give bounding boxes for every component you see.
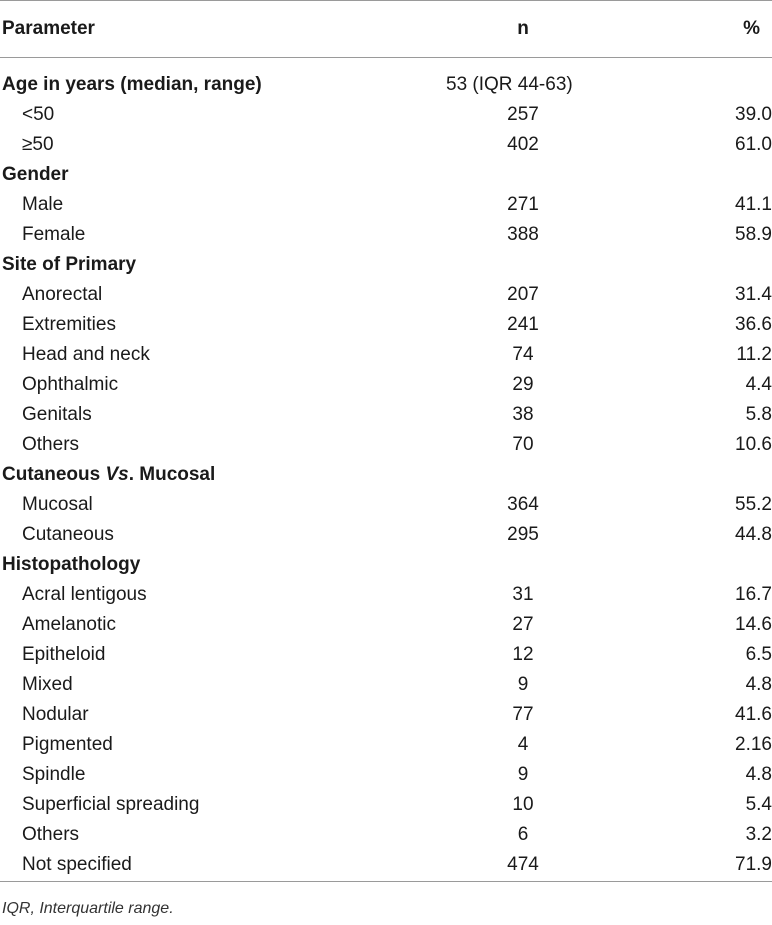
row-pct: 2.16: [735, 733, 772, 755]
row-label: Mucosal: [22, 493, 93, 515]
group-title-cutaneous-vs-mucosal: [0, 460, 772, 490]
row-pct: 61.0: [735, 133, 772, 155]
table-row: [0, 820, 772, 850]
table-row: [0, 700, 772, 730]
row-n: 10: [512, 793, 534, 815]
table-row: [0, 280, 772, 310]
table-row: [0, 190, 772, 220]
group-header-row: [0, 160, 772, 190]
row-pct: 4.8: [745, 763, 772, 785]
row-label: Epitheloid: [22, 643, 106, 665]
table-row: [0, 580, 772, 610]
table-row: [0, 220, 772, 250]
row-label: ≥50: [22, 133, 54, 155]
row-n: 474: [418, 850, 618, 882]
group-title-part: . Mucosal: [128, 463, 216, 485]
table-header-row: [0, 1, 772, 58]
table-footnote: IQR, Interquartile range.: [2, 900, 174, 917]
row-n: 4: [517, 733, 529, 755]
row-n: 77: [512, 703, 534, 725]
group-title-part: Cutaneous: [2, 463, 106, 485]
table-row: [0, 130, 772, 160]
group-header-row: [0, 550, 772, 580]
row-label: Acral lentigous: [22, 583, 147, 605]
row-n: 207: [507, 283, 539, 305]
row-pct: 4.4: [745, 373, 772, 395]
age-row: [0, 58, 772, 100]
group-title-histopathology: Histopathology: [2, 553, 141, 575]
table-row: [0, 790, 772, 820]
table-row: [0, 850, 772, 882]
table-row: [0, 340, 772, 370]
row-n: 12: [512, 643, 534, 665]
row-n: 257: [507, 103, 539, 125]
table-row: [0, 400, 772, 430]
row-label: Amelanotic: [22, 613, 116, 635]
group-header-row: [0, 250, 772, 280]
row-label: Anorectal: [22, 283, 103, 305]
row-pct: 55.2: [735, 493, 772, 515]
row-pct: 31.4: [735, 283, 772, 305]
row-n: 295: [507, 523, 539, 545]
row-pct: 6.5: [745, 643, 772, 665]
row-pct: 5.8: [745, 403, 772, 425]
table-row: [0, 310, 772, 340]
header-parameter: Parameter: [0, 1, 418, 58]
row-pct: 41.1: [735, 193, 772, 215]
row-pct: 16.7: [735, 583, 772, 605]
row-n: 29: [512, 373, 534, 395]
row-pct: 14.6: [735, 613, 772, 635]
row-label: <50: [22, 103, 55, 125]
table-row: [0, 670, 772, 700]
row-label: Nodular: [22, 703, 89, 725]
row-pct: 39.0: [735, 103, 772, 125]
header-n: n: [418, 1, 618, 58]
row-label: Pigmented: [22, 733, 113, 755]
row-pct: 36.6: [735, 313, 772, 335]
group-title-site-of-primary: Site of Primary: [2, 253, 137, 275]
group-title-gender: Gender: [2, 163, 69, 185]
table-row: [0, 520, 772, 550]
row-label: Mixed: [22, 673, 73, 695]
row-label: Cutaneous: [22, 523, 114, 545]
table-row: [0, 610, 772, 640]
table-row: [0, 430, 772, 460]
row-n: 70: [512, 433, 534, 455]
row-n: 9: [517, 763, 529, 785]
row-pct: 41.6: [735, 703, 772, 725]
row-label: Male: [22, 193, 64, 215]
row-label: Superficial spreading: [22, 793, 200, 815]
row-pct: 71.9: [618, 850, 772, 882]
row-label: Extremities: [22, 313, 116, 335]
row-n: 241: [507, 313, 539, 335]
row-label: Others: [22, 823, 80, 845]
table-row: [0, 760, 772, 790]
row-pct: 44.8: [735, 523, 772, 545]
table-row: [0, 490, 772, 520]
row-label: Female: [22, 223, 86, 245]
row-n: 388: [507, 223, 539, 245]
row-label: Not specified: [0, 850, 418, 882]
row-label: Head and neck: [22, 343, 150, 365]
row-pct: 4.8: [745, 673, 772, 695]
row-pct: 11.2: [736, 343, 772, 365]
age-label: Age in years (median, range): [2, 73, 262, 95]
row-n: 38: [512, 403, 534, 425]
group-header-row: [0, 460, 772, 490]
row-pct: 10.6: [735, 433, 772, 455]
row-n: 402: [507, 133, 539, 155]
row-label: Genitals: [22, 403, 92, 425]
row-n: 74: [512, 343, 534, 365]
row-pct: 3.2: [745, 823, 772, 845]
row-n: 31: [512, 583, 534, 605]
row-n: 27: [512, 613, 534, 635]
row-pct: 58.9: [735, 223, 772, 245]
row-n: 9: [517, 673, 529, 695]
row-n: 6: [517, 823, 529, 845]
row-label: Ophthalmic: [22, 373, 119, 395]
table-row: [0, 100, 772, 130]
group-title-part-italic: Vs: [105, 463, 129, 485]
table-row: [0, 730, 772, 760]
row-label: Others: [22, 433, 80, 455]
row-n: 271: [507, 193, 539, 215]
row-pct: 5.4: [745, 793, 772, 815]
age-value: 53 (IQR 44-63): [446, 73, 573, 95]
header-percent: %: [618, 1, 772, 58]
table-row: [0, 640, 772, 670]
row-n: 364: [507, 493, 539, 515]
row-label: Spindle: [22, 763, 86, 785]
table-row: [0, 370, 772, 400]
